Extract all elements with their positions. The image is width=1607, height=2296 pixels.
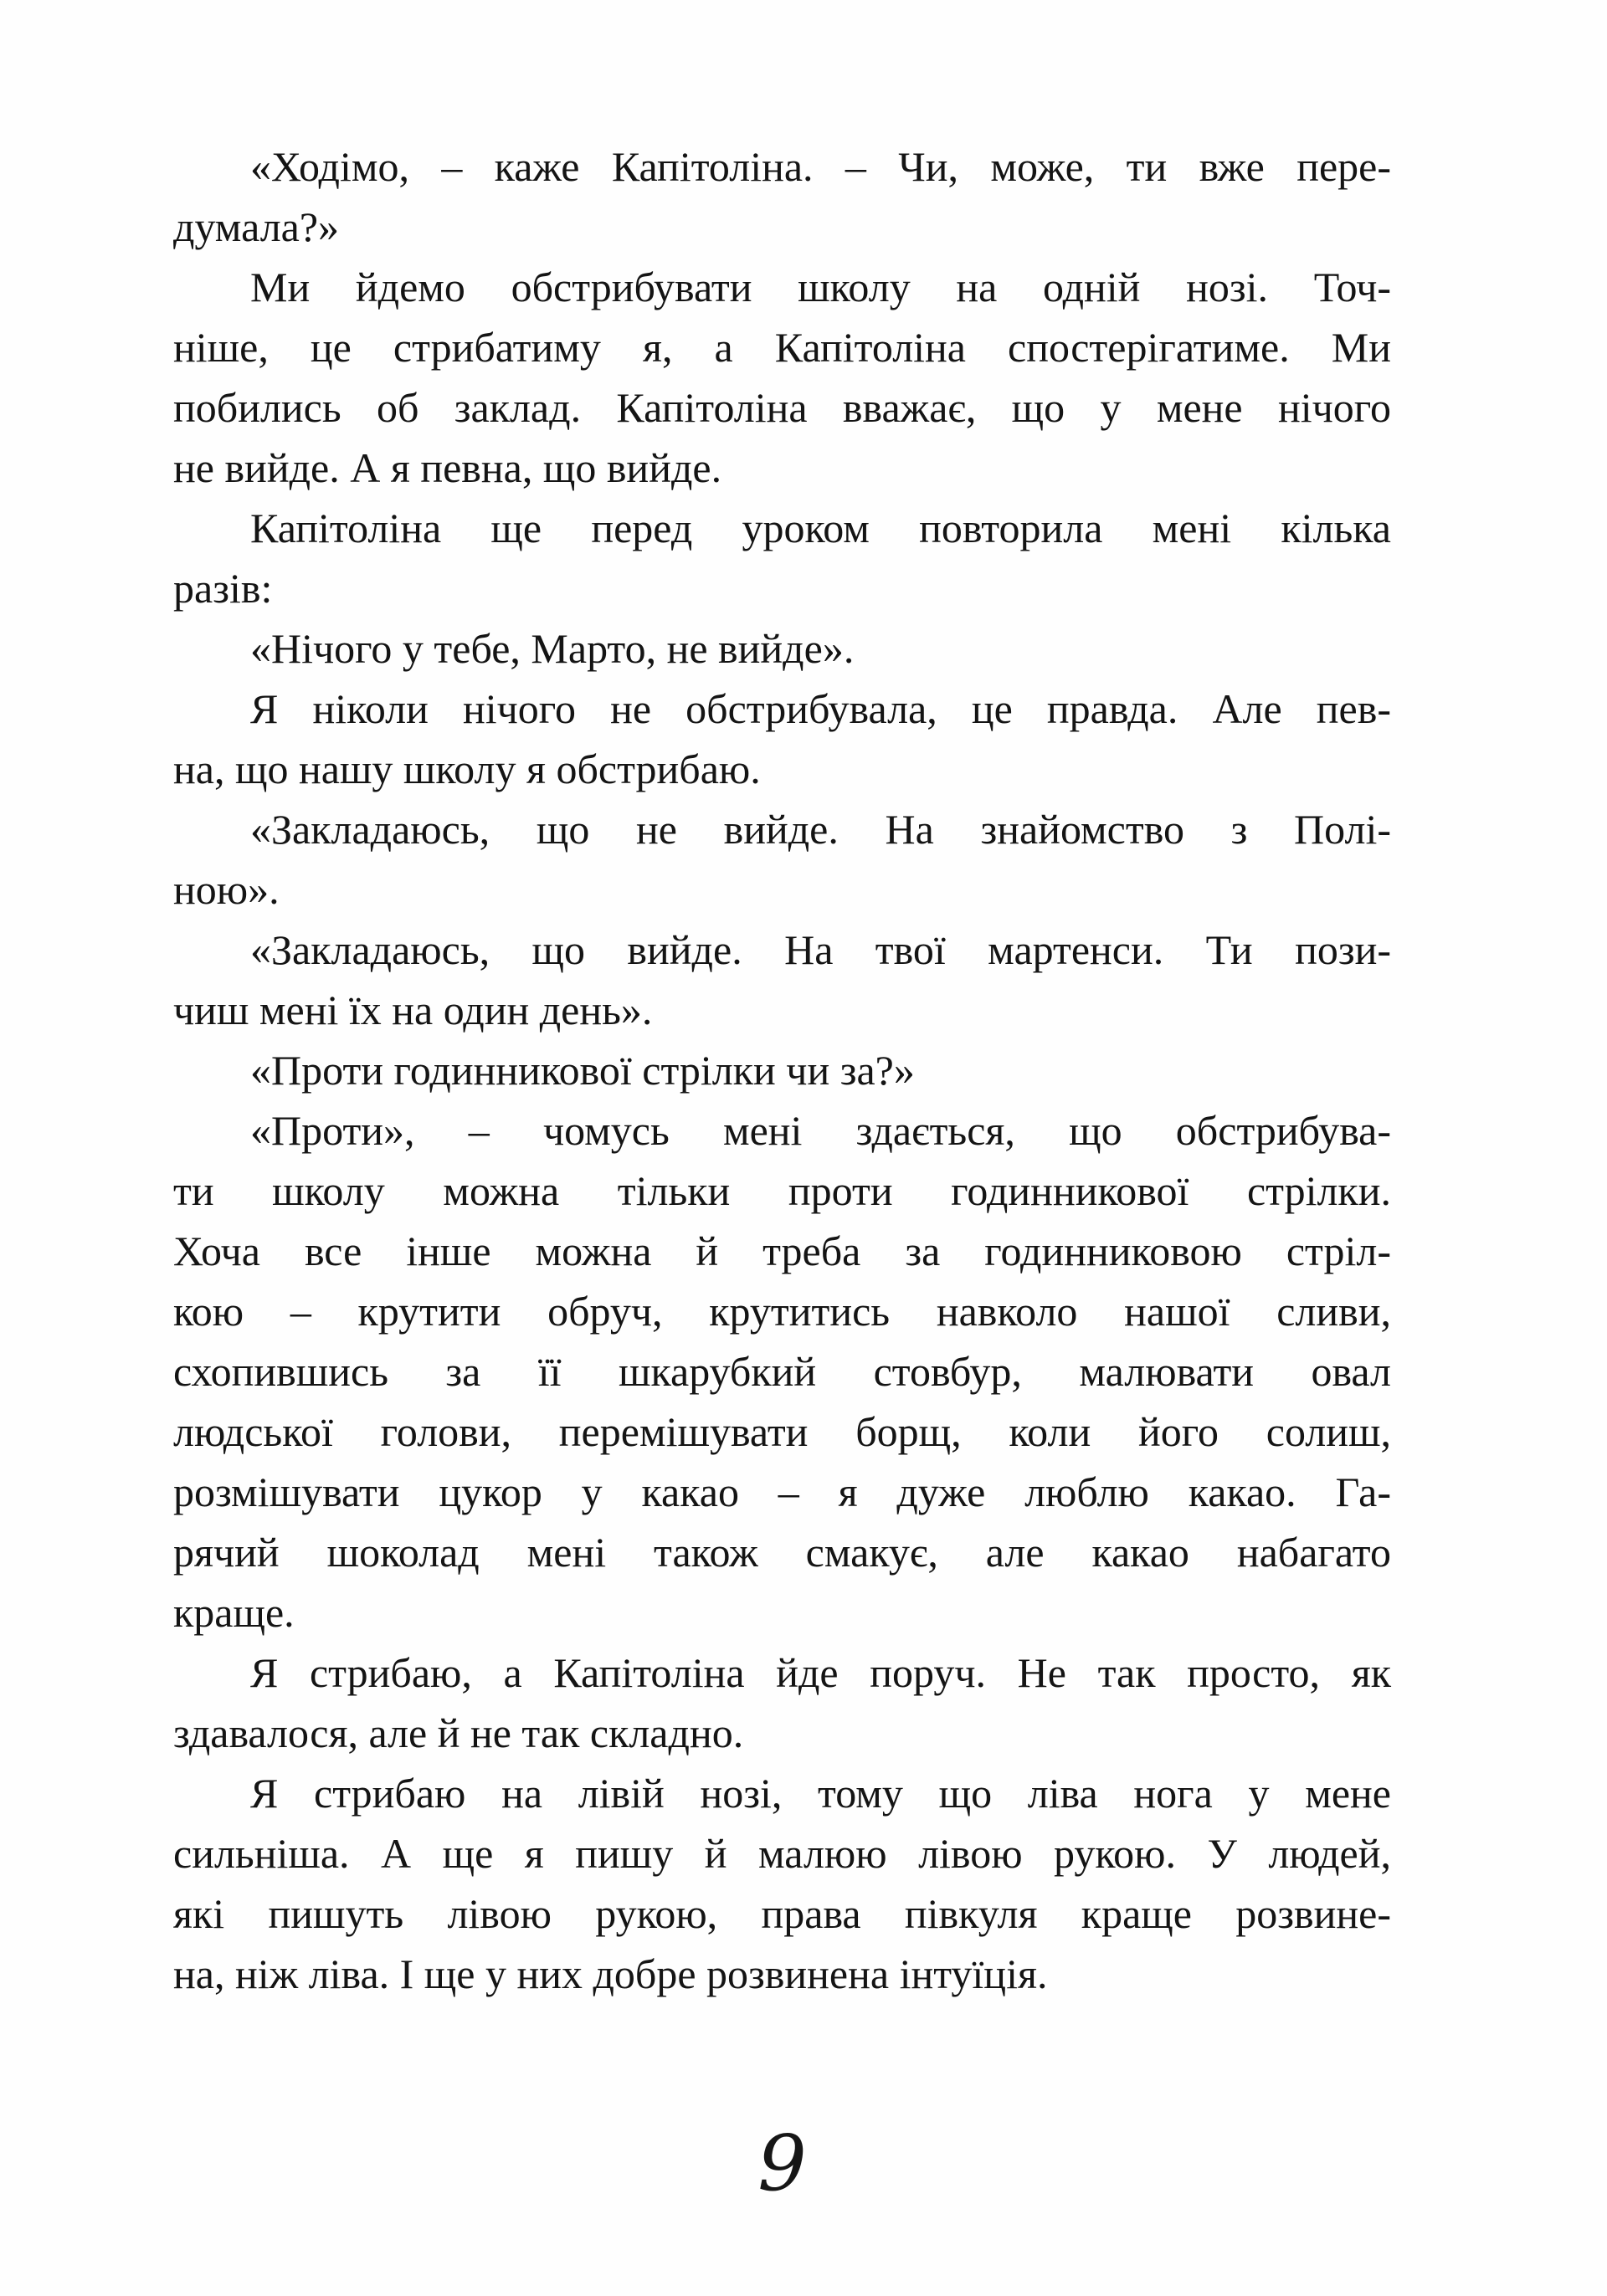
text-line: думала?» bbox=[173, 203, 340, 250]
text-line: сильніша. А ще я пишу й малюю лівою рукою. У людей, bbox=[173, 1830, 1391, 1877]
text-line: Ми йдемо обстрибувати школу на одній нозі. Точ- bbox=[250, 264, 1391, 310]
text-line: не вийде. А я певна, що вийде. bbox=[173, 444, 722, 491]
text-line: схопившись за її шкарубкий стовбур, малювати овал bbox=[173, 1348, 1391, 1395]
text-line: «Проти», – чомусь мені здається, що обстрибува- bbox=[250, 1107, 1391, 1154]
text-line: рячий шоколад мені також смакує, але какао набагато bbox=[173, 1529, 1391, 1576]
text-line: разів: bbox=[173, 565, 273, 612]
text-line: Я ніколи нічого не обстрибувала, це правда. Але пев- bbox=[250, 685, 1391, 732]
text-line: «Нічого у тебе, Марто, не вийде». bbox=[250, 625, 855, 672]
text-line: «Проти годинникової стрілки чи за?» bbox=[250, 1047, 915, 1094]
text-line: здавалося, але й не так складно. bbox=[173, 1709, 744, 1756]
page-number: 9 bbox=[757, 2118, 807, 2208]
page-text-block bbox=[173, 136, 1391, 2004]
text-line: побились об заклад. Капітоліна вважає, що у мене нічого bbox=[173, 384, 1391, 431]
text-line: кою – крутити обруч, крутитись навколо нашої сливи, bbox=[173, 1288, 1391, 1335]
text-line: «Закладаюсь, що вийде. На твої мартенси. Ти пози- bbox=[250, 926, 1391, 973]
text-line: Хоча все інше можна й треба за годинниковою стріл- bbox=[173, 1227, 1391, 1274]
text-line: на, що нашу школу я обстрибаю. bbox=[173, 746, 761, 792]
text-line: на, ніж ліва. І ще у них добре розвинена інтуїція. bbox=[173, 1950, 1048, 1997]
text-line: чиш мені їх на один день». bbox=[173, 987, 653, 1033]
text-line: Я стрибаю на лівій нозі, тому що ліва нога у мене bbox=[250, 1770, 1391, 1817]
text-line: ніше, це стрибатиму я, а Капітоліна спостерігатиме. Ми bbox=[173, 324, 1391, 371]
text-line: «Закладаюсь, що не вийде. На знайомство з Полі- bbox=[250, 806, 1391, 853]
text-line: Я стрибаю, а Капітоліна йде поруч. Не так просто, як bbox=[250, 1649, 1391, 1696]
text-line: розмішувати цукор у какао – я дуже люблю какао. Га- bbox=[173, 1468, 1391, 1515]
text-line: ною». bbox=[173, 866, 280, 913]
text-line: «Ходімо, – каже Капітоліна. – Чи, може, ти вже пере- bbox=[250, 143, 1391, 190]
text-line: краще. bbox=[173, 1589, 295, 1636]
text-line: які пишуть лівою рукою, права півкуля краще розвине- bbox=[173, 1890, 1391, 1937]
text-line: людської голови, перемішувати борщ, коли його солиш, bbox=[173, 1408, 1391, 1455]
text-line: ти школу можна тільки проти годинникової стрілки. bbox=[173, 1167, 1391, 1214]
text-line: Капітоліна ще перед уроком повторила мені кілька bbox=[250, 505, 1391, 551]
